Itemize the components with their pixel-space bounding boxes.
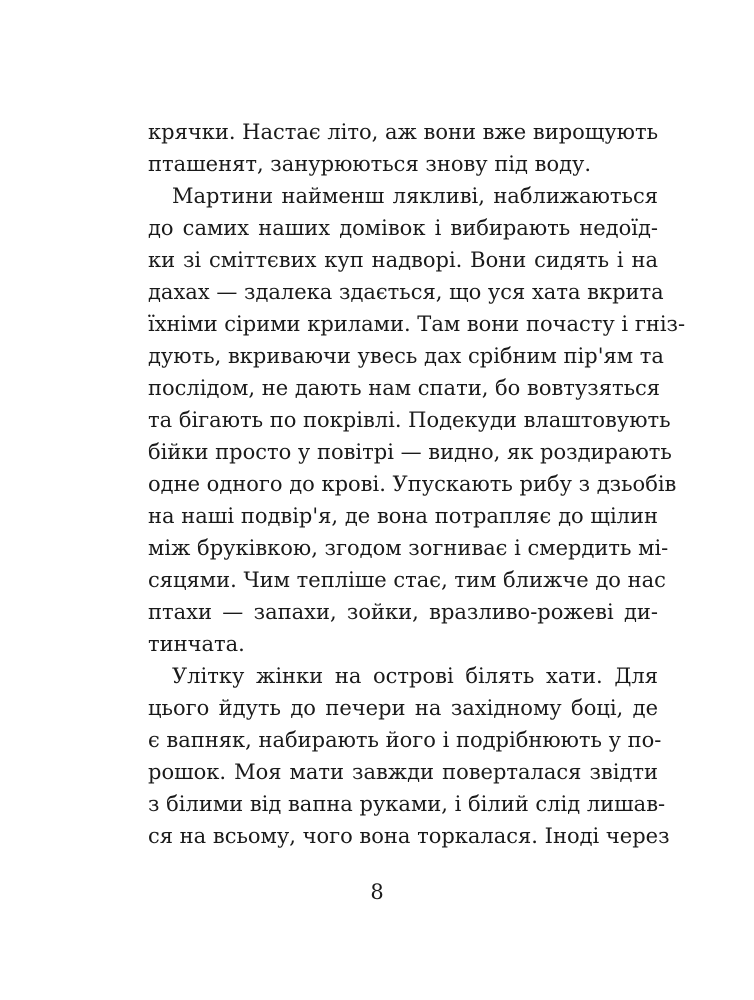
text-line: сяцями. Чим тепліше стає, тим ближче до нас bbox=[148, 568, 666, 592]
text-line: цього йдуть до печери на західному боці, де bbox=[148, 696, 658, 720]
page-number: 8 bbox=[370, 880, 384, 904]
paragraph-3 bbox=[148, 660, 670, 852]
text-line: птахи — запахи, зойки, вразливо-рожеві ди- bbox=[148, 600, 658, 624]
text-line: та бігають по покрівлі. Подекуди влаштовують bbox=[148, 408, 671, 432]
body-text bbox=[148, 116, 686, 852]
text-line: пташенят, занурюються знову під воду. bbox=[148, 152, 592, 176]
text-line: одне одного до крові. Упускають рибу з дзьобів bbox=[148, 472, 677, 496]
text-line: ся на всьому, чого вона торкалася. Іноді через bbox=[148, 824, 670, 848]
text-line: між бруківкою, згодом зогниває і смердить мі- bbox=[148, 536, 669, 560]
text-line: крячки. Настає літо, аж вони вже вирощують bbox=[148, 120, 659, 144]
text-line: Мартини найменш лякливі, наближаються bbox=[172, 184, 658, 208]
paragraph-2 bbox=[148, 180, 686, 660]
text-line: до самих наших домівок і вибирають недоїд- bbox=[148, 216, 658, 240]
text-line: дахах — здалека здається, що уся хата вкрита bbox=[148, 280, 664, 304]
text-line: бійки просто у повітрі — видно, як роздирають bbox=[148, 440, 672, 464]
text-line: є вапняк, набирають його і подрібнюють у по- bbox=[148, 728, 662, 752]
text-line: послідом, не дають нам спати, бо вовтузяться bbox=[148, 376, 661, 400]
paragraph-1 bbox=[148, 116, 658, 180]
text-line: дують, вкриваючи увесь дах срібним пір'ям та bbox=[148, 344, 664, 368]
text-line: рошок. Моя мати завжди поверталася звідти bbox=[148, 760, 658, 784]
text-line: з білими від вапна руками, і білий слід лишав- bbox=[148, 792, 666, 816]
text-line: на наші подвір'я, де вона потрапляє до щілин bbox=[148, 504, 658, 528]
text-line: Улітку жінки на острові білять хати. Для bbox=[172, 664, 658, 688]
text-line: їхніми сірими крилами. Там вони почасту і гніз- bbox=[148, 312, 686, 336]
text-line: ки зі сміттєвих куп надворі. Вони сидять і на bbox=[148, 248, 658, 272]
text-line: тинчата. bbox=[148, 632, 245, 656]
